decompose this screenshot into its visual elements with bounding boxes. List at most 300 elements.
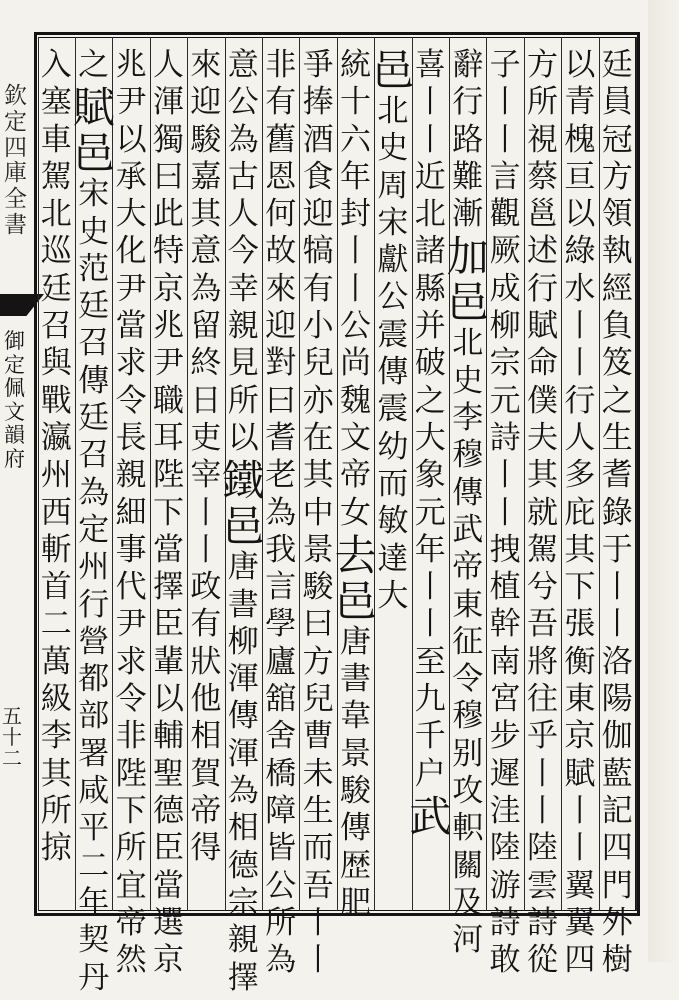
- text-char: 營: [78, 623, 110, 660]
- text-char: 大: [115, 196, 147, 233]
- text-char: 我: [265, 531, 297, 568]
- text-char: 入: [40, 47, 72, 83]
- text-char: 述: [527, 233, 558, 270]
- headword-char: 邑: [334, 576, 377, 626]
- text-char: 代: [115, 569, 147, 606]
- text-char: 景: [302, 531, 334, 568]
- book-title: [4, 330, 25, 471]
- text-char: 駿: [340, 773, 371, 810]
- text-char: 行: [527, 270, 558, 307]
- text-char: 廷: [78, 400, 110, 437]
- text-char: 兒: [302, 681, 334, 718]
- text-char: 縣: [414, 270, 446, 307]
- header-char: 定: [4, 108, 27, 135]
- title-char: 佩: [4, 376, 25, 401]
- text-char: 所: [40, 792, 72, 829]
- text-column: [115, 47, 147, 982]
- text-char: 令: [115, 681, 147, 718]
- text-char: 公: [377, 279, 409, 316]
- text-char: 臣: [153, 606, 184, 643]
- headword-char: 賦: [72, 83, 115, 133]
- text-char: 級: [40, 681, 72, 718]
- text-char: 賦: [527, 308, 558, 345]
- text-char: 車: [40, 121, 72, 158]
- text-char: 李: [40, 718, 72, 755]
- headword-char: 邑: [446, 278, 489, 328]
- text-char: 所: [115, 830, 147, 867]
- text-char: 門: [601, 867, 633, 904]
- text-char: 渾: [227, 735, 259, 772]
- text-char: 喜: [414, 47, 446, 83]
- text-char: 老: [265, 457, 297, 494]
- text-char: 幹: [489, 606, 521, 643]
- text-char: 藍: [601, 755, 633, 792]
- text-char: 帝: [452, 549, 484, 586]
- text-char: 武: [452, 511, 484, 548]
- text-char: 選: [153, 904, 184, 941]
- text-char: 女: [340, 494, 371, 531]
- text-char: 署: [78, 735, 110, 772]
- text-char: 意: [190, 233, 222, 270]
- text-char: 征: [452, 623, 484, 660]
- text-char: 當: [153, 867, 184, 904]
- text-char: 駕: [40, 158, 72, 195]
- text-char: 其: [302, 457, 334, 494]
- text-char: 令: [115, 382, 147, 419]
- text-char: 見: [227, 345, 259, 382]
- text-char: 蔡: [527, 158, 558, 195]
- text-char: 漸: [452, 196, 484, 233]
- text-char: 戰: [40, 382, 72, 419]
- text-char: 未: [302, 755, 334, 792]
- title-char: 定: [4, 352, 25, 377]
- text-char: 幼: [377, 428, 409, 465]
- text-char: 尹: [115, 270, 147, 307]
- text-char: 遲: [489, 755, 521, 792]
- headword-char: 邑: [222, 502, 265, 552]
- text-char: 兆: [115, 47, 147, 83]
- text-column: [153, 47, 185, 982]
- text-char: 都: [78, 661, 110, 698]
- text-char: 公: [227, 84, 259, 121]
- text-char: 東: [452, 586, 484, 623]
- text-char: 記: [601, 792, 633, 829]
- text-char: 輩: [153, 643, 184, 680]
- text-char: 政: [190, 569, 222, 606]
- text-char: 舍: [265, 718, 297, 755]
- text-char: 書: [340, 661, 371, 698]
- text-char: 所: [527, 84, 558, 121]
- text-char: 丨: [414, 121, 446, 158]
- text-char: 廷: [40, 270, 72, 307]
- text-char: 斬: [40, 531, 72, 568]
- text-char: 當: [153, 531, 184, 568]
- text-char: 敢: [489, 942, 521, 979]
- text-char: 丨: [190, 494, 222, 531]
- text-char: 在: [302, 419, 334, 456]
- text-char: 親: [227, 922, 259, 959]
- text-char: 擇: [153, 569, 184, 606]
- text-column: [302, 47, 334, 982]
- text-char: 外: [601, 904, 633, 941]
- text-char: 狀: [190, 643, 222, 680]
- text-char: 就: [527, 494, 558, 531]
- text-char: 兮: [527, 569, 558, 606]
- text-char: 以: [115, 121, 147, 158]
- text-char: 丨: [302, 904, 334, 941]
- text-char: 渾: [227, 661, 259, 698]
- text-char: 伽: [601, 718, 633, 755]
- text-char: 意: [227, 47, 259, 83]
- text-char: 及: [452, 884, 484, 921]
- text-char: 乎: [527, 718, 558, 755]
- text-char: 負: [601, 308, 633, 345]
- text-char: 北: [377, 93, 409, 129]
- text-column: [446, 47, 489, 963]
- text-char: 丨: [489, 121, 521, 158]
- text-char: 丨: [564, 308, 596, 345]
- text-char: 亘: [564, 158, 596, 195]
- text-char: 宗: [489, 345, 521, 382]
- text-char: 曰: [265, 382, 297, 419]
- text-char: 幸: [227, 270, 259, 307]
- text-char: 北: [452, 325, 484, 362]
- text-char: 子: [489, 47, 521, 83]
- text-char: 傳: [452, 474, 484, 511]
- text-char: 親: [227, 308, 259, 345]
- text-char: 障: [265, 792, 297, 829]
- text-char: 公: [265, 867, 297, 904]
- text-char: 召: [78, 325, 110, 362]
- text-char: 廬: [265, 643, 297, 680]
- text-char: 言: [489, 158, 521, 195]
- text-char: 京: [153, 942, 184, 979]
- text-char: 得: [190, 830, 222, 867]
- text-char: 視: [527, 121, 558, 158]
- headword-char: 邑: [72, 129, 115, 179]
- text-char: 觀: [489, 196, 521, 233]
- text-char: 千: [414, 718, 446, 755]
- column-rule: [337, 37, 338, 911]
- text-char: 言: [265, 569, 297, 606]
- text-char: 非: [115, 718, 147, 755]
- column-rule: [187, 37, 188, 911]
- text-char: 户: [414, 755, 446, 792]
- text-char: 丨: [601, 569, 633, 606]
- text-char: 元: [489, 382, 521, 419]
- text-char: 二: [78, 847, 110, 884]
- text-char: 行: [564, 382, 596, 419]
- text-char: 承: [115, 158, 147, 195]
- text-char: 捧: [302, 84, 334, 121]
- text-char: 下: [564, 569, 596, 606]
- text-char: 宰: [190, 457, 222, 494]
- text-char: 方: [302, 643, 334, 680]
- text-column: [489, 47, 521, 982]
- text-char: 經: [601, 270, 633, 307]
- text-char: 迎: [265, 308, 297, 345]
- text-char: 其: [40, 755, 72, 792]
- text-char: 舘: [265, 681, 297, 718]
- center-fold: [0, 32, 34, 916]
- text-column: [371, 46, 414, 618]
- text-char: 大: [414, 419, 446, 456]
- text-char: 丨: [564, 345, 596, 382]
- text-char: 兆: [153, 308, 184, 345]
- text-char: 舊: [265, 121, 297, 158]
- text-char: 定: [78, 511, 110, 548]
- text-char: 陛: [115, 755, 147, 792]
- folio-char: 十: [2, 725, 22, 749]
- text-char: 州: [78, 549, 110, 586]
- text-char: 翼: [564, 904, 596, 941]
- text-char: 丨: [527, 792, 558, 829]
- text-char: 丨: [564, 792, 596, 829]
- column-rule: [150, 37, 151, 911]
- text-char: 留: [190, 308, 222, 345]
- text-char: 行: [452, 84, 484, 121]
- text-char: 掠: [40, 830, 72, 867]
- text-char: 皆: [265, 830, 297, 867]
- text-char: 洛: [601, 643, 633, 680]
- text-char: 耆: [601, 457, 633, 494]
- column-rule: [449, 37, 450, 911]
- text-char: 破: [414, 345, 446, 382]
- text-char: 駿: [190, 121, 222, 158]
- text-char: 夫: [527, 419, 558, 456]
- text-char: 年: [78, 884, 110, 921]
- text-column: [222, 47, 265, 1000]
- text-char: 宜: [115, 867, 147, 904]
- text-char: 往: [527, 681, 558, 718]
- text-char: 將: [527, 643, 558, 680]
- text-char: 犒: [302, 233, 334, 270]
- text-char: 丨: [340, 233, 371, 270]
- header-char: 全: [4, 186, 27, 212]
- text-char: 執: [601, 233, 633, 270]
- text-char: 詩: [489, 419, 521, 456]
- text-char: 關: [452, 847, 484, 884]
- text-char: 北: [40, 196, 72, 233]
- text-char: 穆: [452, 698, 484, 735]
- text-column: [190, 47, 222, 871]
- text-char: 并: [414, 308, 446, 345]
- text-char: 丨: [489, 84, 521, 121]
- text-char: 京: [153, 270, 184, 307]
- header-char: 庫: [4, 160, 27, 187]
- text-char: 亦: [302, 382, 334, 419]
- text-char: 丨: [302, 942, 334, 979]
- text-char: 聖: [153, 755, 184, 792]
- text-char: 尹: [153, 345, 184, 382]
- text-char: 路: [452, 121, 484, 158]
- text-column: [409, 47, 452, 842]
- text-char: 敏: [377, 503, 409, 540]
- text-char: 職: [153, 382, 184, 419]
- text-char: 邕: [527, 196, 558, 233]
- column-rule: [412, 37, 413, 911]
- text-char: 令: [452, 661, 484, 698]
- column-rule: [524, 37, 525, 911]
- text-char: 恩: [265, 158, 297, 195]
- text-char: 傳: [227, 698, 259, 735]
- text-char: 范: [78, 250, 110, 287]
- text-char: 攻: [452, 773, 484, 810]
- text-char: 陸: [489, 830, 521, 867]
- folio-char: 五: [2, 704, 22, 728]
- text-char: 對: [265, 345, 297, 382]
- text-char: 宮: [489, 681, 521, 718]
- text-column: [72, 47, 115, 1000]
- text-char: 咸: [78, 773, 110, 810]
- text-char: 與: [40, 345, 72, 382]
- headword-char: 武: [409, 791, 452, 841]
- text-char: 史: [377, 130, 409, 167]
- text-char: 其: [564, 531, 596, 568]
- column-rule: [374, 37, 375, 911]
- text-char: 之: [414, 382, 446, 419]
- text-char: 丨: [414, 569, 446, 606]
- text-char: 帝: [340, 457, 371, 494]
- title-char: 韻: [4, 423, 25, 448]
- text-char: 詩: [527, 904, 558, 941]
- text-char: 帝: [190, 792, 222, 829]
- text-char: 臣: [153, 830, 184, 867]
- text-char: 賦: [564, 755, 596, 792]
- text-char: 來: [190, 47, 222, 83]
- text-char: 嘉: [190, 158, 222, 195]
- text-char: 公: [340, 308, 371, 345]
- text-char: 史: [78, 213, 110, 250]
- text-char: 為: [265, 942, 297, 979]
- text-char: 以: [153, 681, 184, 718]
- text-char: 而: [377, 465, 409, 502]
- text-char: 詩: [489, 904, 521, 941]
- text-char: 特: [153, 233, 184, 270]
- text-column: [527, 47, 559, 982]
- text-char: 獻: [377, 242, 409, 279]
- text-char: 翼: [564, 867, 596, 904]
- text-char: 象: [414, 457, 446, 494]
- text-char: 召: [78, 437, 110, 474]
- text-char: 帝: [115, 904, 147, 941]
- text-char: 文: [340, 419, 371, 456]
- text-char: 來: [265, 270, 297, 307]
- headword-char: 去: [334, 530, 377, 580]
- text-char: 南: [489, 643, 521, 680]
- text-char: 此: [153, 196, 184, 233]
- text-char: 辭: [452, 47, 484, 83]
- text-char: 丨: [564, 830, 596, 867]
- text-char: 四: [564, 942, 596, 979]
- text-char: 西: [40, 494, 72, 531]
- text-char: 丨: [414, 606, 446, 643]
- text-char: 二: [40, 606, 72, 643]
- text-char: 丨: [601, 606, 633, 643]
- text-char: 肥: [340, 884, 371, 921]
- text-char: 為: [190, 270, 222, 307]
- text-char: 以: [227, 419, 259, 456]
- text-char: 柳: [227, 623, 259, 660]
- text-char: 震: [377, 316, 409, 353]
- text-char: 丨: [414, 84, 446, 121]
- text-char: 酒: [302, 121, 334, 158]
- text-char: 德: [227, 847, 259, 884]
- text-char: 其: [527, 457, 558, 494]
- text-char: 尹: [115, 84, 147, 121]
- text-char: 吏: [190, 419, 222, 456]
- text-char: 日: [190, 382, 222, 419]
- text-char: 河: [452, 922, 484, 959]
- text-char: 洼: [489, 792, 521, 829]
- text-char: 召: [40, 308, 72, 345]
- title-char: 府: [4, 446, 25, 471]
- text-char: 有: [265, 84, 297, 121]
- text-char: 行: [78, 586, 110, 623]
- text-char: 所: [265, 904, 297, 941]
- text-char: 以: [564, 196, 596, 233]
- text-char: 塞: [40, 84, 72, 121]
- headword-char: 鐵: [222, 456, 265, 506]
- text-char: 吾: [302, 867, 334, 904]
- text-char: 長: [115, 419, 147, 456]
- text-char: 韋: [340, 698, 371, 735]
- text-char: 吾: [527, 606, 558, 643]
- text-char: 丹: [78, 959, 110, 996]
- text-char: 四: [601, 830, 633, 867]
- text-char: 人: [227, 196, 259, 233]
- column-rule: [561, 37, 562, 911]
- text-char: 事: [115, 531, 147, 568]
- header-char: 欽: [4, 83, 27, 109]
- text-char: 北: [414, 196, 446, 233]
- title-char: 文: [4, 399, 25, 424]
- text-char: 領: [601, 196, 633, 233]
- text-char: 庇: [564, 494, 596, 531]
- text-char: 之: [601, 382, 633, 419]
- text-char: 青: [564, 84, 596, 121]
- text-char: 其: [190, 196, 222, 233]
- text-char: 生: [302, 792, 334, 829]
- column-rule: [636, 37, 637, 911]
- text-char: 迎: [302, 196, 334, 233]
- column-rule: [299, 37, 300, 911]
- text-char: 迎: [190, 84, 222, 121]
- text-char: 丨: [527, 755, 558, 792]
- text-char: 京: [564, 718, 596, 755]
- text-char: 以: [564, 47, 596, 83]
- text-char: 宗: [227, 884, 259, 921]
- text-char: 元: [414, 494, 446, 531]
- text-char: 從: [527, 942, 558, 979]
- text-char: 員: [601, 84, 633, 121]
- text-char: 丨: [190, 531, 222, 568]
- text-char: 曰: [302, 606, 334, 643]
- text-char: 命: [527, 345, 558, 382]
- text-char: 州: [40, 457, 72, 494]
- text-char: 方: [601, 158, 633, 195]
- text-char: 尚: [340, 345, 371, 382]
- text-char: 諸: [414, 233, 446, 270]
- text-char: 為: [78, 474, 110, 511]
- text-char: 德: [153, 792, 184, 829]
- text-char: 親: [115, 457, 147, 494]
- text-char: 衡: [564, 643, 596, 680]
- text-char: 綠: [564, 233, 596, 270]
- text-char: 渾: [153, 84, 184, 121]
- text-char: 周: [377, 167, 409, 204]
- text-char: 契: [78, 922, 110, 959]
